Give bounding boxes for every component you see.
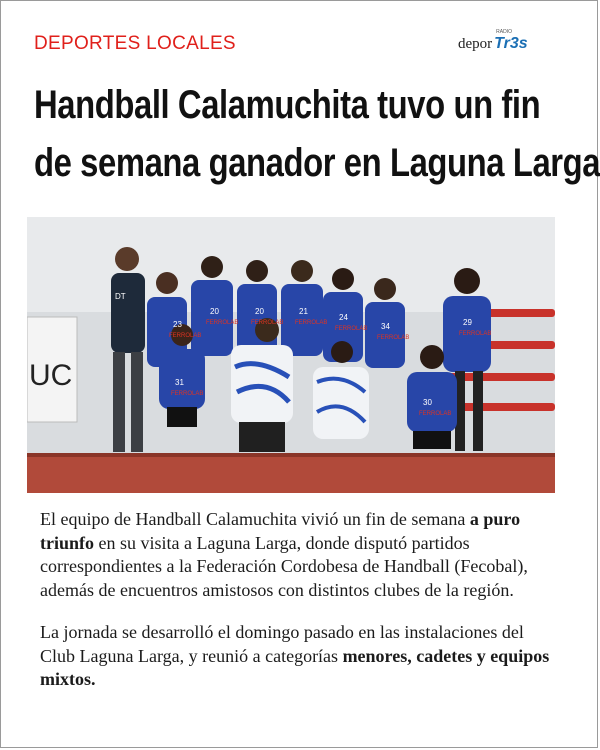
jersey-number: 23	[173, 320, 182, 329]
jersey-sponsor: FERROLAB	[251, 320, 284, 326]
brand-logo-small-text: RADIO	[496, 29, 512, 35]
brand-word: depor	[458, 35, 493, 52]
svg-text:DT: DT	[115, 292, 126, 301]
jersey-sponsor: FERROLAB	[459, 331, 492, 337]
headline-line-1: Handball Calamuchita tuvo un fin	[34, 83, 541, 127]
jersey-number: 20	[210, 307, 219, 316]
wall-text: UC	[29, 359, 73, 392]
jersey-number: 20	[255, 307, 264, 316]
brand-logo-text: Tr3s	[494, 35, 528, 52]
jersey-sponsor: FERROLAB	[335, 326, 368, 332]
team-photo	[27, 217, 555, 493]
article-paragraph-1: El equipo de Handball Calamuchita vivió un fin de semana a puro triunfo en su visita a Laguna Larga, donde disputó partidos correspondientes a la Federación Cordobesa de Handball (Fecobal), además de encuentros amistosos con distintos clubes de la región.	[40, 509, 528, 600]
tres-logo-icon	[494, 29, 530, 55]
jersey-number: 34	[381, 322, 390, 331]
jersey-number: 29	[463, 318, 472, 327]
jersey-sponsor: FERROLAB	[169, 333, 202, 339]
jersey-number: 21	[299, 307, 308, 316]
jersey-number: 24	[339, 313, 348, 322]
jersey-sponsor: FERROLAB	[206, 320, 239, 326]
headline	[34, 76, 600, 192]
jersey-number: 30	[423, 398, 432, 407]
headline-line-2: de semana ganador en Laguna Larga	[34, 141, 600, 185]
brand-logo[interactable]	[458, 29, 530, 55]
article-body	[40, 508, 560, 711]
jersey-sponsor: FERROLAB	[377, 335, 410, 341]
jersey-sponsor: FERROLAB	[295, 320, 328, 326]
team-photo-illustration	[27, 217, 555, 493]
jersey-sponsor: FERROLAB	[171, 391, 204, 397]
article-paragraph-2: La jornada se desarrolló el domingo pasado en las instalaciones del Club Laguna Larga, y reunió a categorías menores, cadetes y equipos mixtos.	[40, 622, 550, 689]
jersey-sponsor: FERROLAB	[419, 411, 452, 417]
jersey-number: 31	[175, 378, 184, 387]
section-label[interactable]: DEPORTES LOCALES	[34, 33, 236, 54]
